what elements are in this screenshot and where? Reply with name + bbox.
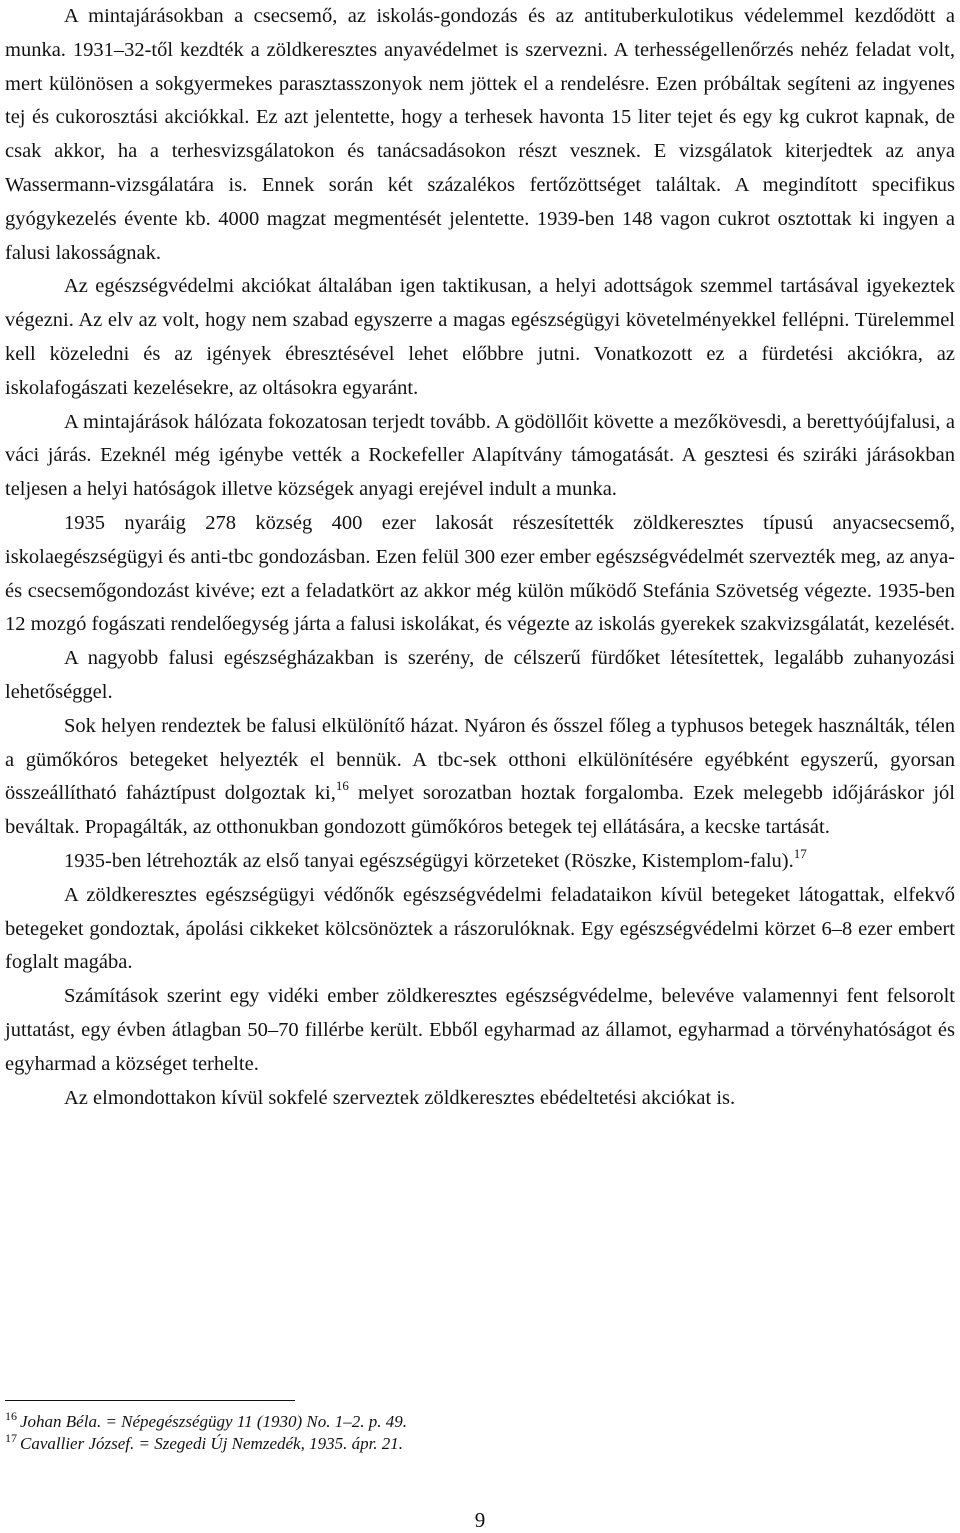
paragraph: Az elmondottakon kívül sokfelé szerveztek zöldkeresztes ebédeltetési akciókat is. [64, 1086, 736, 1109]
paragraph-text: 1935-ben létrehozták az első tanyai egészségügyi körzeteket (Röszke, Kistemplom-falu). [64, 849, 794, 872]
footnote-number: 17 [5, 1431, 17, 1445]
paragraph [5, 845, 955, 879]
footnotes [5, 1411, 905, 1455]
footnote-reference: 16 [335, 778, 349, 794]
footnote-reference: 17 [793, 845, 807, 861]
footnote-number: 16 [5, 1409, 17, 1423]
footnote-text: Johan Béla. = Népegészségügy 11 (1930) No. 1–2. p. 49. [20, 1412, 407, 1431]
paragraph: A zöldkeresztes egészségügyi védőnők egészségvédelmi feladataikon kívül betegeket látogattak, elfekvő betegeket gondoztak, ápolási cikkeket kölcsönöztek a rászorulóknak. Egy egészségvédelmi körzet 6–8 ezer embert foglalt magába. [5, 883, 955, 974]
paragraph: A nagyobb falusi egészségházakban is szerény, de célszerű fürdőket létesítettek, legalább zuhanyozási lehetőséggel. [5, 647, 955, 703]
footnote-separator [5, 1400, 295, 1401]
page-number: 9 [474, 1508, 486, 1532]
paragraph-text: melyet sorozatban hoztak forgalomba. Ezek melegebb időjáráskor jól beváltak. Propagálták, az otthonukban gondozott gümőkóros betegek tej ellátására, a kecske tartását. [5, 782, 955, 839]
paragraph: 1935 nyaráig 278 község 400 ezer lakosát részesítették zöldkeresztes típusú anyacsecsemő, iskolaegészségügyi és anti-tbc gondozásban. Ezen felül 300 ezer ember egészségvédelmét szervezték meg, az anya- és csecsemőgondozást kivéve; ezt a feladatkört az akkor még külön működő Stefánia Szövetség végezte. 1935-ben 12 mozgó fogászati rendelőegység járta a falusi iskolákat, és végezte az iskolás gyerekek szakvizsgálatát, kezelését. [5, 511, 956, 636]
paragraph: Az egészségvédelmi akciókat általában igen taktikusan, a helyi adottságok szemmel tartásával igyekeztek végezni. Az elv az volt, hogy nem szabad egyszerre a magas egészségügyi követelményekkel fellépni. Türelemmel kell közeledni és az igények ébresztésével lehet előbbre jutni. Vonatkozott ez a fürdetési akciókra, az iskolafogászati kezelésekre, az oltásokra egyaránt. [5, 275, 955, 399]
paragraph [5, 710, 955, 845]
paragraph-text: Sok helyen rendeztek be falusi elkülönítő házat. Nyáron és ősszel főleg a typhusos betegek használták, télen a gümőkóros betegeket helyezték el bennük. A tbc-sek otthoni elkülönítésére egyébként egyszerű, gyorsan összeállítható faháztípust dolgoztak ki, [5, 714, 955, 805]
page-body [5, 0, 955, 1115]
footnote-text: Cavallier József. = Szegedi Új Nemzedék, 1935. ápr. 21. [20, 1434, 404, 1453]
footnote [5, 1433, 905, 1455]
paragraph: A mintajárásokban a csecsemő, az iskolás-gondozás és az antituberkulotikus védelemmel kezdődött a munka. 1931–32-től kezdték a zöldkeresztes anyavédelmet is szervezni. A terhességellenőrzés nehéz feladat volt, mert különösen a sokgyermekes parasztasszonyok nem jöttek el a rendelésre. Ezen próbáltak segíteni az ingyenes tej és cukorosztási akciókkal. Ez azt jelentette, hogy a terhesek havonta 15 liter tejet és egy kg cukrot kapnak, de csak akkor, ha a terhesvizsgálatokon és tanácsadásokon részt vesznek. E vizsgálatok kiterjedtek az anya Wassermann-vizsgálatára is. Ennek során két százalékos fertőzöttséget találtak. A megindított specifikus gyógykezelés évente kb. 4000 magzat megmentését jelentette. 1939-ben 148 vagon cukrot osztottak ki ingyen a falusi lakosságnak. [5, 5, 955, 264]
paragraph: Számítások szerint egy vidéki ember zöldkeresztes egészségvédelme, belevéve valamennyi fent felsorolt juttatást, egy évben átlagban 50–70 fillérbe került. Ebből egyharmad az államot, egyharmad a törvényhatóságot és egyharmad a községet terhelte. [5, 985, 955, 1075]
footnote [5, 1411, 905, 1433]
paragraph: A mintajárások hálózata fokozatosan terjedt tovább. A gödöllőit követte a mezőkövesdi, a berettyóújfalusi, a váci járás. Ezeknél még igénybe vették a Rockefeller Alapítvány támogatását. A gesztesi és sziráki járásokban teljesen a helyi hatóságok illetve községek anyagi erejével indult a munka. [5, 410, 955, 501]
